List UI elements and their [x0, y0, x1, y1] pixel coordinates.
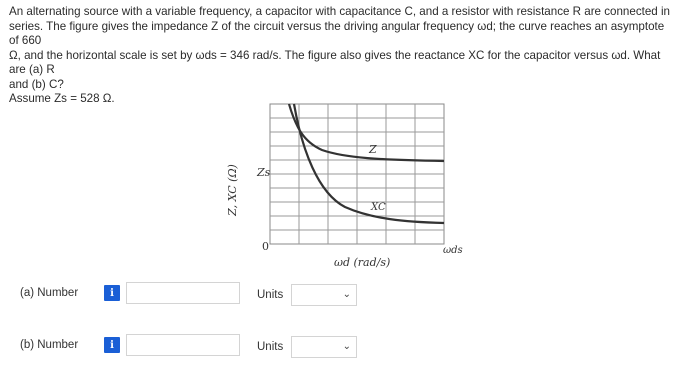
answer-b-label: (b) Number [20, 339, 79, 351]
answer-a-units-select[interactable] [291, 284, 357, 306]
answer-a-label: (a) Number [20, 287, 79, 299]
y-tick-zs: Zs [257, 166, 271, 179]
answer-a-number-input[interactable] [126, 282, 240, 304]
problem-line-5: Assume Zs = 528 Ω. [9, 92, 115, 105]
xc-curve [294, 104, 444, 223]
info-icon[interactable]: i [104, 337, 120, 353]
y-axis-label: Z, XC (Ω) [226, 164, 239, 216]
answer-a-units-label: Units [257, 289, 284, 301]
answer-b-units-label: Units [257, 341, 284, 353]
problem-line-3: Ω, and the horizontal scale is set by ωds = 346 rad/s. The figure also gives the reactance XC for the capacitor versus ωd. What are (a) R [9, 48, 661, 76]
x-origin-label: 0 [262, 240, 269, 253]
answer-row-b [20, 333, 106, 357]
answer-row-a [20, 281, 106, 305]
answer-b-units-select[interactable] [291, 336, 357, 358]
info-icon[interactable]: i [104, 285, 120, 301]
x-tick-wds: ωds [443, 245, 463, 256]
x-axis-label: ωd (rad/s) [334, 256, 391, 269]
problem-line-1: An alternating source with a variable frequency, a capacitor with capacitance C, and a resistor with resistance R are connected in [9, 5, 670, 18]
chevron-down-icon: ⌄ [342, 289, 351, 300]
answer-b-number-input[interactable] [126, 334, 240, 356]
chevron-down-icon: ⌄ [342, 341, 351, 352]
z-curve-label: Z [369, 143, 377, 156]
problem-line-4: and (b) C? [9, 77, 64, 91]
problem-line-2: series. The figure gives the impedance Z of the circuit versus the driving angular frequency ωd; the curve reaches an asymptote of 660 [9, 19, 665, 47]
xc-curve-label: XC [371, 202, 386, 213]
